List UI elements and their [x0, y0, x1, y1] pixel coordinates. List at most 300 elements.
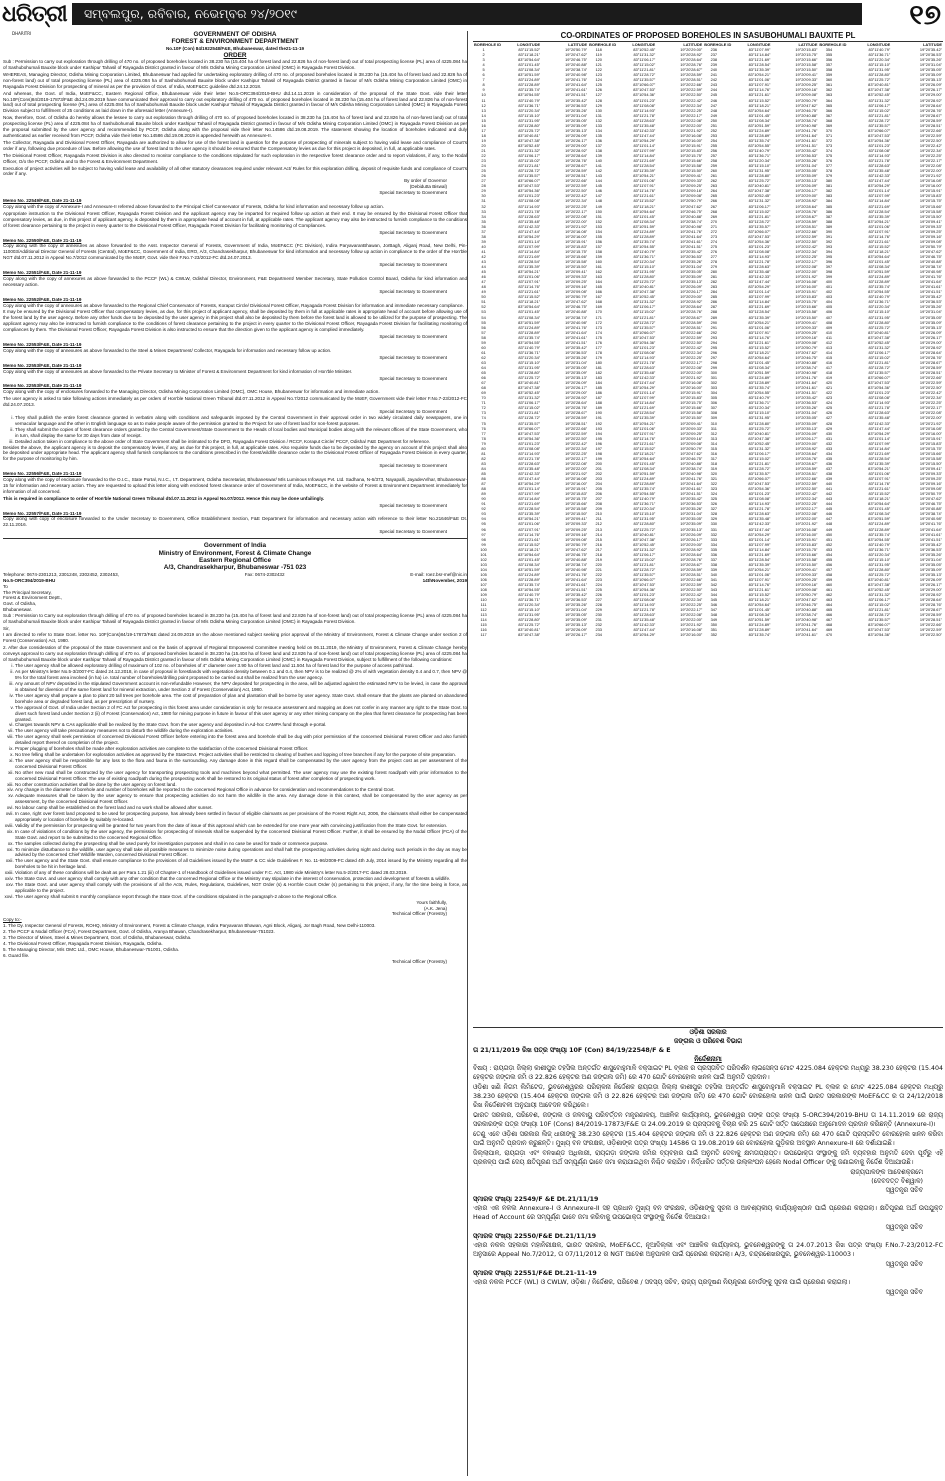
longitude-cell: 83°11'14.76" — [518, 531, 541, 537]
borehole-id: 344 — [710, 592, 718, 598]
longitude-cell: 83°11'08.08" — [518, 445, 541, 451]
latitude-cell: 19°20'38.74" — [919, 264, 942, 270]
longitude-cell: 83°11'01.06" — [633, 178, 656, 184]
longitude-cell: 83°11'14.93" — [518, 203, 541, 209]
latitude-cell: 19°20'28.67" — [565, 410, 588, 416]
latitude-cell: 19°20'15.66" — [795, 57, 818, 63]
longitude-cell: 83°11'21.61" — [633, 193, 656, 199]
longitude-cell: 83°11'24.89" — [518, 571, 541, 577]
longitude-cell: 83°11'40.79" — [633, 248, 656, 254]
borehole-id: 61 — [481, 349, 486, 355]
odia-paragraph: ତେଣୁ ଏବେ ଓଡ଼ିଶା ସରକାର ଲିଜ୍ ଧାରୀଙ୍କୁ 38.230 ହେକ୍ଟର (15.404 ହେକ୍ଟର ଜଙ୍ଗଲ ଜମି ଓ 22.826 ହେକ୍ଟର ଅଣ ଜଙ୍ଗଲ ଜମି) ରେ 470 ଗୋଟି ପ୍ରସ୍ତାବିତ ବୋରହୋଲ ଖନନ କରିବା ପାଇଁ ଅନୁମତି ପ୍ରଦାନ କରୁଛନ୍ତି। ମୁଖ୍ୟ ବନ ସଂରକ୍ଷକ, ଓଡ଼ିଶାଙ୍କ ପତ୍ର ସଂଖ୍ୟା 14586 ତା 19.08.2019 ରେ ବୋରହୋଲ ଗୁଡ଼ିକର ଅବସ୍ଥାନ Annexure-II ରେ ଦର୍ଶାଯାଇଛି। — [473, 1131, 943, 1147]
longitude-cell: 83°11'36.71" — [748, 153, 771, 159]
borehole-id: 3 — [482, 57, 485, 63]
longitude-cell: 83°11'21.81" — [748, 460, 771, 466]
borehole-id: 258 — [710, 158, 718, 164]
borehole-id: 351 — [710, 627, 718, 633]
longitude-cell: 83°11'47.44" — [748, 279, 771, 285]
latitude-cell: 19°20'22.08" — [795, 511, 818, 517]
longitude-cell: 83°10'40.81" — [868, 82, 891, 88]
longitude-cell: 83°11'35.57" — [518, 420, 541, 426]
latitude-cell: 19°20'22.50" — [680, 339, 703, 345]
borehole-id: 262 — [710, 178, 718, 184]
dept-title: FOREST & ENVIRONMENT DEPARTMENT — [171, 38, 299, 46]
borehole-id: 45 — [481, 269, 486, 275]
latitude-cell: 19°20'15.91" — [565, 486, 588, 492]
goi-letterhead-line: Ministry of Environment, Forest & Climate Change — [158, 549, 312, 557]
latitude-cell: 19°20'50.79" — [795, 97, 818, 103]
longitude-cell: 83°11'08.34" — [748, 612, 771, 618]
longitude-cell: 83°11'15.02" — [868, 602, 891, 608]
borehole-id: 398 — [825, 269, 833, 275]
latitude-cell: 19°20'09.25" — [680, 430, 703, 436]
latitude-cell: 19°20'26.09" — [680, 284, 703, 290]
memo-text: Copy along with the copy of annexures as above forwarded to the PCCF (WL) & CWLW, Odisha/ Director, Environment, F&E Department/ Member Secretary, State Pollution Control Board, Odisha for kind information and necessary action. — [3, 275, 467, 287]
latitude-cell: 19°20'22.08" — [795, 264, 818, 270]
longitude-cell: 83°11'06.17" — [868, 597, 891, 603]
borehole-id: 321 — [710, 476, 718, 482]
latitude-cell: 19°20'28.76" — [795, 208, 818, 214]
longitude-cell: 83°11'15.02" — [868, 354, 891, 360]
borehole-id: 260 — [710, 168, 718, 174]
longitude-cell: 83°11'01.23" — [518, 440, 541, 446]
latitude-cell: 19°20'41.61" — [565, 87, 588, 93]
longitude-cell: 83°11'35.48" — [868, 415, 891, 421]
borehole-id: 14 — [481, 112, 486, 118]
longitude-cell: 83°10'54.21" — [748, 319, 771, 325]
borehole-id: 75 — [481, 420, 486, 426]
borehole-id: 148 — [595, 198, 602, 204]
latitude-cell: 19°20'15.50" — [795, 314, 818, 320]
latitude-cell: 19°20'40.98" — [919, 516, 942, 522]
latitude-cell: 19°20'22.66" — [919, 375, 942, 381]
latitude-cell: 19°20'29.00" — [919, 339, 942, 345]
longitude-cell: 83°11'36.71" — [633, 501, 656, 507]
longitude-cell: 83°10'54.55" — [633, 243, 656, 249]
borehole-id: 192 — [595, 420, 602, 426]
borehole-id: 265 — [710, 193, 718, 199]
borehole-id: 448 — [825, 521, 833, 527]
longitude-cell: 83°11'14.84" — [868, 445, 891, 451]
latitude-cell: 19°20'28.64" — [565, 400, 588, 406]
latitude-cell: 19°20'29.00" — [919, 587, 942, 593]
latitude-cell: 19°20'22.25" — [565, 450, 588, 456]
longitude-cell: 83°11'07.91" — [748, 329, 771, 335]
longitude-cell: 83°11'36.71" — [518, 102, 541, 108]
longitude-cell: 83°11'28.89" — [518, 576, 541, 582]
latitude-cell: 19°20'09.33" — [565, 274, 588, 280]
borehole-id: 25 — [481, 168, 486, 174]
longitude-cell: 83°11'21.78" — [518, 208, 541, 214]
borehole-id: 59 — [481, 339, 486, 345]
longitude-cell: 83°11'08.08" — [748, 248, 771, 254]
longitude-cell: 83°11'08.08" — [518, 198, 541, 204]
newspaper-logo[interactable] — [2, 2, 67, 36]
borehole-id: 28 — [481, 183, 486, 189]
latitude-cell: 19°20'50.79" — [680, 198, 703, 204]
latitude-cell: 19°20'35.26" — [919, 304, 942, 310]
condition-item: xxv. The State Govt. and user agency shall comply with the provisions of all the Acts, Rules, Regulations, Guidelines, NGT Order (s) & Hon'ble Court Order (s) pertaining to this project, if any, for the time being in force, as applicable to the project. — [15, 882, 467, 894]
latitude-cell: 19°20'47.62" — [919, 496, 942, 502]
borehole-id: 169 — [595, 304, 602, 310]
goi-subject: Sub : Permission to Carry out exploration through drilling of 470 no. of proposed boreholes located in 38.230 ha (15.404 ha of forest land and 22.826 ha of non-forest land) out of total prospecting license (PL) area of 4225.084 ha of Sashubohumali Bauxite block under Kashipur Tahasil of Rayagada District granted in favour of M/s Odisha Mining Corporation Limited (OMC) in Rayagada Forest Division. — [3, 613, 467, 625]
latitude-cell: 19°20'16.08" — [680, 627, 703, 633]
latitude-cell: 19°20'41.51" — [565, 587, 588, 593]
longitude-cell: 83°10'54.55" — [518, 339, 541, 345]
latitude-cell: 19°20'22.00" — [680, 122, 703, 128]
latitude-cell: 19°20'40.98" — [795, 370, 818, 376]
latitude-cell: 19°20'15.58" — [680, 410, 703, 416]
longitude-cell: 83°11'35.57" — [633, 77, 656, 83]
borehole-id: 386 — [825, 208, 833, 214]
odia-memo-number: ସ୍ମାରକ ସଂଖ୍ୟା 22551/F&E Dt.21-11-19 — [473, 1270, 597, 1277]
borehole-id: 140 — [595, 158, 602, 164]
borehole-id: 70 — [481, 395, 486, 401]
order-paragraph: The Collector, Rayagada and Divisional Forest Officer, Rayagada are authorized to allow for use of the forest land in question for the purpose of prospecting of minerals subject to having valid lease and compliance of Court's order if any, following due procedure of law. Before allowing the use of forest land to the user agency it should be ensured that the Compensatory levies as due for this project is deposited, in full, at applicable rates. — [3, 139, 467, 151]
latitude-cell: 19°20'41.51" — [565, 339, 588, 345]
longitude-cell: 83°11'15.02" — [748, 455, 771, 461]
latitude-cell: 19°20'40.98" — [680, 223, 703, 229]
longitude-cell: 83°11'01.23" — [868, 142, 891, 148]
latitude-cell: 19°20'22.66" — [680, 576, 703, 582]
latitude-cell: 19°20'41.64" — [795, 627, 818, 633]
borehole-id: 12 — [481, 102, 486, 108]
longitude-cell: 83°10'54.29" — [518, 481, 541, 487]
longitude-cell: 83°10'54.55" — [518, 92, 541, 98]
borehole-id: 143 — [595, 173, 602, 179]
borehole-id: 69 — [481, 390, 486, 396]
odia-memo-signatory: ସ୍ୱତନ୍ତ୍ର ସଚିବ — [885, 1224, 923, 1231]
longitude-cell: 83°11'01.06" — [748, 571, 771, 577]
latitude-cell: 19°20'22.50" — [795, 486, 818, 492]
borehole-id: 116 — [480, 627, 487, 633]
borehole-id: 429 — [825, 425, 833, 431]
borehole-id: 32 — [481, 203, 486, 209]
longitude-cell: 83°11'14.93" — [868, 400, 891, 406]
latitude-cell: 19°20'35.09" — [795, 420, 818, 426]
longitude-cell: 83°10'47.53" — [633, 87, 656, 93]
memo-instruction: It may be ensured by the Divisional Forest Officer that compensatory levies, as due, for this project of applicant agency, shall be deposited by them in full at applicable rates in appropriate head of account before allowing use of the forest land by the user agency. Before any other funds due to be deposited by the user agency in this project shall also be deposited by them before the forest land is allowed to be utilized for the purpose of prospecting. The applicant agency may also be instructed to furnish compliance to the conditions of forest clearance pertaining to the project in every quarter to the Divisional Forest Officer, Rayagada Forest Division for facilitating monitoring of compliances by them. The Divisional Forest Officer, Rayagada Forest Division is also instructed to ensure that the direction given to the applicant agency is complied immediately. — [3, 309, 467, 333]
latitude-cell: 19°20'22.66" — [680, 82, 703, 88]
borehole-id: 134 — [595, 127, 602, 133]
longitude-cell: 83°11'42.33" — [633, 127, 656, 133]
borehole-id: 320 — [710, 470, 718, 476]
borehole-id: 401 — [825, 284, 833, 290]
borehole-id: 208 — [595, 501, 602, 507]
longitude-cell: 83°11'35.74" — [633, 238, 656, 244]
borehole-id: 276 — [710, 248, 718, 254]
latitude-cell: 19°20'38.74" — [680, 465, 703, 471]
longitude-cell: 83°11'21.78" — [748, 506, 771, 512]
borehole-id: 144 — [595, 178, 602, 184]
memo-instruction: Appropriate instruction to the Divisional Forest Officer, Rayagada Forest Division and the applicant agency may be imparted for required follow up action at their end. It may be ensured by the Divisional Forest Officer that compensatory levies, as due, in this project of applicant agency, is deposited by them in appropriate head of account in full, at applicable rates. The applicant agency may also be instructed to furnish compliance to the conditions of forest clearance pertaining to the project in every quarter to the Divisional Forest Officer, Rayagada Forest Division for facilitating monitoring of Compliances. — [3, 210, 467, 228]
longitude-cell: 83°11'40.79" — [868, 541, 891, 547]
borehole-id: 194 — [595, 430, 602, 436]
latitude-cell: 19°20'22.42" — [795, 243, 818, 249]
latitude-cell: 19°20'22.34" — [919, 147, 942, 153]
latitude-cell: 19°20'15.58" — [795, 556, 818, 562]
latitude-cell: 19°20'50.79" — [919, 243, 942, 249]
borehole-id: 349 — [710, 617, 718, 623]
latitude-cell: 19°20'16.00" — [565, 233, 588, 239]
odia-memo-text: ଏହାର ନକଲ ସହକାରୀ ମହାନିରୀକ୍ଷକ, ଭାରତ ସରକାର, MoEF&CC, ନୂଆଦିଲ୍ଲୀ ଏବଂ ଆଞ୍ଚଳିକ କାର୍ଯ୍ୟାଳୟ, ଭୁବନେଶ୍ୱରଙ୍କୁ ତା 24.07.2013 ରିଖ ପତ୍ର ସଂଖ୍ୟା F.No.7-23/2012-FC ଅନୁସାରେ Appeal No.7/2012, ତା 07/11/2012 ର NGT ଆଦେଶ ଅନୁପାଳନ ପାଇଁ ପ୍ରେରଣ କରାଗଲା। A/3, ଚନ୍ଦ୍ରଶେଖରପୁର, ଭୁବନେଶ୍ୱର-110003। — [473, 1242, 943, 1258]
latitude-cell: 19°20'09.41" — [795, 566, 818, 572]
latitude-cell: 19°20'35.13" — [919, 77, 942, 83]
latitude-cell: 19°20'22.08" — [680, 365, 703, 370]
longitude-cell: 83°11'01.45" — [748, 607, 771, 613]
borehole-id: 197 — [595, 445, 602, 451]
latitude-cell: 19°20'40.88" — [565, 62, 588, 68]
latitude-cell: 19°20'22.59" — [919, 380, 942, 386]
borehole-id: 193 — [595, 425, 602, 431]
latitude-cell: 19°20'16.08" — [680, 132, 703, 138]
longitude-cell: 83°11'28.72" — [748, 218, 771, 224]
borehole-id: 77 — [481, 430, 486, 436]
latitude-cell: 19°20'28.59" — [919, 117, 942, 123]
latitude-cell: 19°20'36.53" — [680, 501, 703, 507]
borehole-id: 181 — [595, 365, 602, 370]
latitude-cell: 19°20'47.62" — [795, 597, 818, 603]
logo-text: ଧରିତ୍ରୀ — [2, 2, 67, 27]
borehole-id: 163 — [595, 274, 602, 280]
latitude-cell: 19°20'35.13" — [565, 127, 588, 133]
latitude-cell: 19°20'15.66" — [565, 501, 588, 507]
longitude-cell: 83°10'54.29" — [748, 284, 771, 290]
borehole-id: 142 — [595, 168, 602, 174]
odia-body — [473, 1064, 943, 1167]
longitude-cell: 83°11'35.39" — [748, 314, 771, 320]
latitude-cell: 19°20'22.17" — [919, 158, 942, 164]
longitude-cell: 83°11'15.52" — [633, 445, 656, 451]
longitude-cell: 83°10'54.21" — [748, 72, 771, 78]
latitude-cell: 19°20'26.17" — [565, 632, 588, 638]
borehole-id: 451 — [825, 536, 833, 542]
longitude-cell: 83°11'15.10" — [868, 309, 891, 315]
longitude-cell: 83°11'20.34" — [518, 107, 541, 113]
longitude-cell: 83°11'24.89" — [748, 622, 771, 628]
borehole-id: 212 — [595, 521, 602, 527]
borehole-id: 186 — [595, 390, 602, 396]
longitude-cell: 83°11'42.33" — [633, 375, 656, 381]
longitude-cell: 83°11'15.10" — [518, 112, 541, 118]
borehole-id: 329 — [710, 516, 718, 522]
borehole-id: 419 — [825, 375, 833, 381]
latitude-cell: 19°20'16.08" — [565, 228, 588, 234]
latitude-cell: 19°20'38.74" — [795, 612, 818, 618]
longitude-cell: 83°11'40.79" — [518, 344, 541, 350]
longitude-cell: 83°11'36.71" — [633, 253, 656, 259]
longitude-cell: 83°11'06.17" — [633, 551, 656, 557]
borehole-id: 408 — [825, 319, 833, 325]
latitude-cell: 19°20'21.92" — [565, 470, 588, 476]
addressee-line: Forest & Environment Deptt., — [3, 595, 63, 601]
longitude-cell: 83°11'31.32" — [518, 147, 541, 153]
longitude-cell: 83°11'20.34" — [868, 551, 891, 557]
salutation: Sir, — [3, 625, 10, 631]
longitude-cell: 83°11'21.69" — [633, 158, 656, 164]
borehole-id: 187 — [595, 395, 602, 401]
borehole-id: 366 — [825, 107, 833, 113]
borehole-id: 205 — [595, 486, 602, 492]
longitude-cell: 83°11'36.71" — [868, 52, 891, 58]
latitude-cell: 19°20'35.13" — [565, 622, 588, 628]
longitude-cell: 83°11'06.17" — [518, 400, 541, 406]
longitude-cell: 83°11'31.32" — [633, 52, 656, 58]
latitude-cell: 19°20'15.91" — [795, 289, 818, 295]
latitude-cell: 19°20'09.33" — [919, 470, 942, 476]
latitude-cell: 19°20'15.75" — [919, 445, 942, 451]
borehole-id: 141 — [595, 163, 602, 169]
latitude-cell: 19°20'47.62" — [565, 299, 588, 305]
longitude-cell: 83°11'21.81" — [518, 410, 541, 416]
borehole-id: 164 — [595, 279, 602, 285]
latitude-cell: 19°20'26.09" — [919, 576, 942, 582]
borehole-id: 10 — [481, 92, 486, 98]
longitude-cell: 83°11'15.10" — [868, 556, 891, 562]
latitude-cell: 19°20'28.59" — [565, 168, 588, 174]
borehole-id: 443 — [825, 496, 833, 502]
borehole-id: 97 — [481, 531, 486, 537]
longitude-cell: 83°11'25.72" — [868, 324, 891, 330]
longitude-cell: 83°10'51.59" — [748, 370, 771, 376]
latitude-cell: 19°20'28.51" — [680, 77, 703, 83]
borehole-id: 447 — [825, 516, 833, 522]
odia-memo-number: ସ୍ମାରକ ସଂଖ୍ୟା 22550/F&E Dt.21/11/19 — [473, 1233, 597, 1240]
longitude-cell: 83°10'52.45" — [868, 587, 891, 593]
latitude-cell: 19°20'22.66" — [795, 476, 818, 482]
borehole-id: 439 — [825, 476, 833, 482]
borehole-id: 417 — [825, 365, 833, 370]
latitude-cell: 19°20'15.50" — [919, 460, 942, 466]
latitude-cell: 19°20'40.88" — [919, 259, 942, 265]
longitude-cell: 83°11'35.48" — [868, 168, 891, 174]
longitude-cell: 83°11'21.61" — [748, 339, 771, 345]
latitude-cell: 19°20'16.08" — [680, 380, 703, 386]
longitude-cell: 83°11'21.81" — [868, 112, 891, 118]
latitude-cell: 19°20'35.05" — [680, 516, 703, 522]
borehole-id: 125 — [595, 82, 602, 88]
borehole-id: 111 — [480, 602, 487, 608]
latitude-cell: 19°20'26.09" — [565, 380, 588, 386]
borehole-id: 240 — [710, 67, 718, 73]
longitude-cell: 83°11'15.02" — [518, 158, 541, 164]
borehole-id: 224 — [595, 582, 602, 588]
condition-item: xix. In case of violations of conditions by the user agency, the permission for prospecting of minerals shall be suspended by the concerned Divisional Forest Officer. Further, it shall be ensured by the Nodal Officer (FCA) of the State Govt. and report to be submitted to the concerned Regional Office. — [15, 829, 467, 841]
borehole-id: 146 — [595, 188, 602, 194]
borehole-id: 153 — [595, 223, 602, 229]
borehole-id: 292 — [710, 329, 718, 335]
borehole-id: 314 — [710, 440, 718, 446]
borehole-id: 214 — [595, 531, 602, 537]
latitude-cell: 19°20'29.00" — [919, 92, 942, 98]
longitude-cell: 83°11'15.52" — [633, 198, 656, 204]
borehole-id: 365 — [825, 102, 833, 108]
longitude-cell: 83°11'01.14" — [748, 536, 771, 542]
latitude-cell: 19°20'38.74" — [565, 67, 588, 73]
longitude-cell: 83°11'06.17" — [868, 102, 891, 108]
borehole-id: 418 — [825, 370, 833, 376]
longitude-cell: 83°11'01.23" — [633, 344, 656, 350]
borehole-id: 364 — [825, 97, 833, 103]
latitude-cell: 19°20'28.64" — [919, 349, 942, 355]
latitude-cell: 19°20'15.66" — [565, 253, 588, 259]
latitude-cell: 19°20'22.42" — [565, 193, 588, 199]
longitude-cell: 83°11'21.78" — [868, 405, 891, 411]
latitude-cell: 19°20'35.26" — [919, 551, 942, 557]
memo-list — [3, 198, 467, 415]
coordinates-table-title: CO-ORDINATES OF PROPOSED BOREHOLES IN SASUBOHUMALI BAUXITE PL — [473, 31, 943, 42]
latitude-cell: 19°20'41.76" — [919, 274, 942, 280]
borehole-id: 115 — [480, 622, 487, 628]
borehole-id: 306 — [710, 400, 718, 406]
latitude-cell: 19°20'28.76" — [680, 556, 703, 562]
longitude-cell: 83°11'28.80" — [518, 370, 541, 376]
longitude-cell: 83°11'15.02" — [633, 62, 656, 68]
latitude-cell: 19°20'15.75" — [795, 546, 818, 552]
latitude-cell: 19°20'28.92" — [565, 147, 588, 153]
borehole-id: 255 — [710, 142, 718, 148]
longitude-cell: 83°11'14.76" — [518, 284, 541, 290]
memo-signatory: Special Secretary to Government — [379, 375, 447, 381]
longitude-cell: 83°11'01.45" — [868, 259, 891, 265]
latitude-cell: 19°20'50.79" — [680, 445, 703, 451]
latitude-cell: 19°20'41.76" — [565, 324, 588, 330]
longitude-cell: 83°11'42.33" — [748, 274, 771, 280]
borehole-id: 219 — [595, 556, 602, 562]
borehole-id: 56 — [481, 324, 486, 330]
latitude-cell: 19°20'41.64" — [680, 233, 703, 239]
latitude-cell: 19°20'29.00" — [680, 541, 703, 547]
longitude-cell: 83°11'35.48" — [633, 122, 656, 128]
longitude-cell: 83°11'14.93" — [868, 153, 891, 159]
latitude-cell: 19°20'28.64" — [565, 153, 588, 159]
latitude-cell: 19°20'09.33" — [795, 571, 818, 577]
condition-item: xviii. Validity of the permission for prospecting will be granted for two years from the date of issue of this approval which can be extended for one more year with convincing justification from the State Govt. for extension. — [15, 823, 467, 829]
latitude-cell: 19°20'26.17" — [565, 385, 588, 391]
latitude-cell: 19°20'15.91" — [680, 142, 703, 148]
condition-item: iv. The user agency shall prepare a plan to plant 20 tall trees per borehole area. The cost of preparation of plan and plantation shall be borne by user agency. State Govt. shall ensure that the plants are planted on abandoned borehole area or degraded forest land, as per prescription of nursery. — [15, 693, 467, 705]
memo-text: Copy along with the copy of Annexure-I and Annexure-II referred above forwarded to the Principal Chief Conservator of Forests, Odisha for kind information and necessary follow up action. — [3, 203, 384, 209]
longitude-cell: 83°10'54.64" — [748, 107, 771, 113]
latitude-cell: 19°20'41.61" — [680, 486, 703, 492]
longitude-cell: 83°11'21.61" — [633, 440, 656, 446]
longitude-cell: 83°11'14.84" — [748, 546, 771, 552]
longitude-cell: 83°11'15.52" — [518, 541, 541, 547]
latitude-cell: 19°20'41.64" — [919, 279, 942, 285]
borehole-id: 296 — [710, 349, 718, 355]
longitude-cell: 83°11'21.78" — [518, 455, 541, 461]
odia-memo-signatory: ସ୍ୱତନ୍ତ୍ର ସଚିବ — [885, 1289, 923, 1296]
borehole-id: 223 — [595, 576, 602, 582]
latitude-cell: 19°20'09.08" — [795, 587, 818, 593]
borehole-id: 117 — [480, 632, 487, 638]
longitude-cell: 83°10'51.59" — [748, 617, 771, 623]
signatory-title-2: Special Secretary to Government — [379, 463, 447, 469]
borehole-id: 238 — [710, 57, 718, 63]
longitude-cell: 83°10'54.29" — [868, 183, 891, 189]
latitude-cell: 19°20'28.92" — [919, 344, 942, 350]
longitude-cell: 83°10'51.59" — [633, 470, 656, 476]
borehole-id: 230 — [595, 612, 602, 618]
longitude-cell: 83°11'06.17" — [633, 57, 656, 63]
memo-signatory: Special Secretary to Government — [379, 354, 447, 360]
longitude-cell: 83°11'24.89" — [633, 228, 656, 234]
longitude-cell: 83°10'54.36" — [633, 339, 656, 345]
borehole-id: 228 — [595, 602, 602, 608]
longitude-cell: 83°11'40.79" — [748, 395, 771, 401]
latitude-cell: 19°20'09.33" — [680, 425, 703, 431]
borehole-id: 295 — [710, 344, 718, 350]
